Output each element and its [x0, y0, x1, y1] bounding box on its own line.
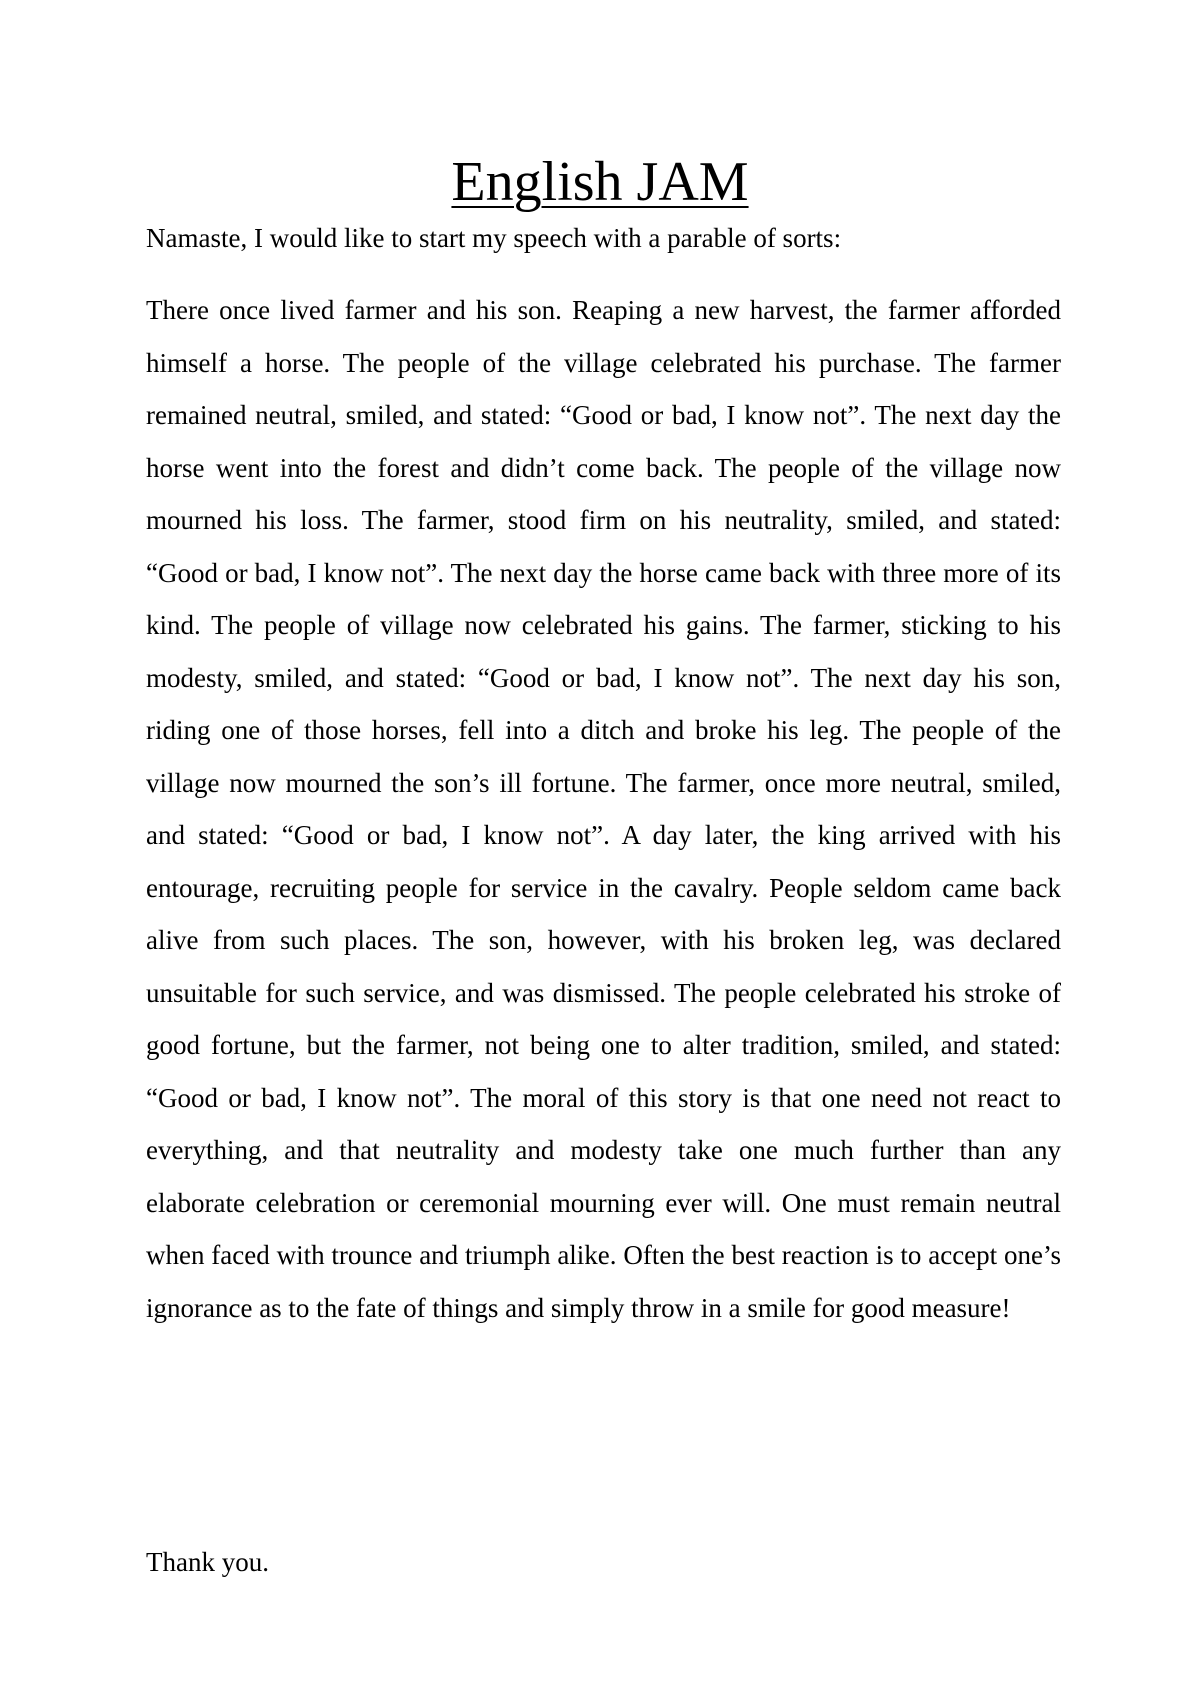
story-paragraph: There once lived farmer and his son. Reaping a new harvest, the farmer afforded himself a horse. The people of the village celebrated his purchase. The farmer remained neutral, smiled, and stated: “Good or bad, I know not”. The next day the horse went into the forest and didn’t come back. The people of the village now mourned his loss. The farmer, stood firm on his neutrality, smiled, and stated: “Good or bad, I know not”. The next day the horse came back with three more of its kind. The people of village now celebrated his gains. The farmer, sticking to his modesty, smiled, and stated: “Good or bad, I know not”. The next day his son, riding one of those horses, fell into a ditch and broke his leg. The people of the village now mourned the son’s ill fortune. The farmer, once more neutral, smiled, and stated: “Good or bad, I know not”. A day later, the king arrived with his entourage, recruiting people for service in the cavalry. People seldom came back alive from such places. The son, however, with his broken leg, was declared unsuitable for such service, and was dismissed. The people celebrated his stroke of good fortune, but the farmer, not being one to alter tradition, smiled, and stated: “Good or bad, I know not”. The moral of this story is that one need not react to everything, and that neutrality and modesty take one much further than any elaborate celebration or ceremonial mourning ever will. One must remain neutral when faced with trounce and triumph alike. Often the best reaction is to accept one’s ignorance as to the fate of things and simply throw in a smile for good measure!	[146, 295, 1061, 1323]
closing-line: Thank you.	[146, 1547, 269, 1577]
document-title: English JAM	[451, 151, 749, 213]
intro-paragraph: Namaste, I would like to start my speech with a parable of sorts:	[146, 223, 842, 253]
